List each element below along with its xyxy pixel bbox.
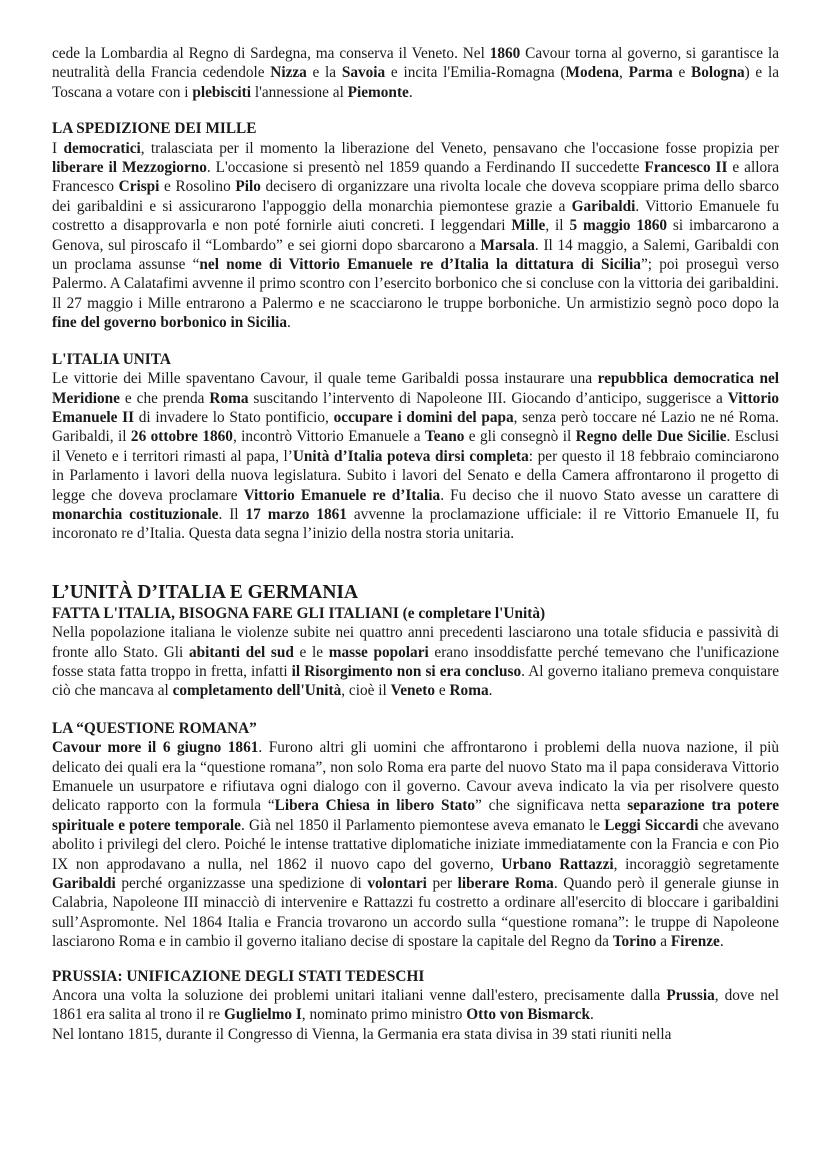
bold-text: Torino bbox=[612, 933, 657, 951]
bold-text: Pilo bbox=[235, 178, 261, 196]
text-run: e allora Francesco bbox=[52, 159, 779, 196]
text-run: perché organizzasse una spedizione di bbox=[115, 875, 368, 893]
bold-text: Garibaldi bbox=[52, 875, 116, 893]
text-run: decisero di organizzare una rivolta locale che doveva scoppiare prima dello sbarco dei garibaldini e si assicurarono l'appoggio della monarchia piemontese grazie a bbox=[52, 178, 779, 215]
bold-text: 5 maggio 1860 bbox=[569, 217, 668, 235]
text-run: . bbox=[719, 933, 724, 951]
bold-text: Modena bbox=[565, 64, 620, 82]
bold-text: Mille bbox=[511, 217, 546, 235]
text-run: , senza però toccare né Lazio ne né Roma. Garibaldi, il bbox=[52, 408, 779, 446]
text-run: ”; poi proseguì verso Palermo. A Calatafimi avvenne il primo scontro con l’esercito borbonico che si concluse con la vittoria dei garibaldini. Il 27 maggio i Mille entrarono a Palermo e ne scacciarono le truppe borboniche. Un armistizio segnò poco dopo la bbox=[52, 256, 780, 312]
bold-text: Francesco II bbox=[644, 159, 728, 177]
paragraph-spedizione-mille bbox=[52, 139, 779, 333]
text-run: , dove nel 1861 era salita al trono il re bbox=[52, 987, 779, 1024]
text-run: e Rosolino bbox=[159, 178, 236, 196]
text-run: erano insoddisfatte perché temevano che l'unificazione fosse stata fatta troppo in fretta, infatti bbox=[52, 643, 779, 680]
chapter-title: L’UNITÀ D’ITALIA E GERMANIA bbox=[52, 581, 359, 603]
text-run: : per questo il 18 febbraio cominciarono in Parlamento i lavori della nuova legislatura. Subito i lavori del Senato e della Camera affrontarono il progetto di legge che doveva proclamare bbox=[52, 447, 779, 504]
text-run: a bbox=[656, 933, 671, 951]
text-run: . bbox=[408, 83, 413, 101]
bold-text: masse popolari bbox=[328, 643, 429, 661]
bold-text: occupare i domini del papa bbox=[333, 408, 514, 426]
text-run: . Furono altri gli uomini che affrontarono i problemi della nuova nazione, il più delicato dei quali era la “questione romana”, non solo Roma era parte del nuovo Stato ma il papa considerava Vittorio Emanuele un usurpatore e rifiutava ogni dialogo con il governo. Cavour aveva indicato la via per risolvere questo delicato rapporto con la formula “ bbox=[52, 739, 779, 815]
text-run: . bbox=[287, 314, 291, 332]
bold-text: plebisciti bbox=[192, 83, 252, 101]
text-run: di invadere lo Stato pontificio, bbox=[134, 408, 334, 426]
paragraph-fatta-italia bbox=[52, 623, 779, 701]
text-run: ) e la Toscana a votare con i bbox=[52, 64, 779, 101]
bold-text: nel nome di Vittorio Emanuele re d’Italia la dittatura di Sicilia bbox=[199, 256, 641, 274]
text-run: che avevano abolito i privilegi del clero. Poiché le intense trattative diplomatiche iniziate immediatamente con la Francia e con Pio IX non approdavano a nulla, nel 1862 il nuovo capo del governo, bbox=[52, 816, 779, 873]
bold-text: Roma bbox=[449, 682, 489, 700]
text-run: , nominato primo ministro bbox=[301, 1006, 467, 1024]
bold-text: Urbano Rattazzi bbox=[501, 855, 614, 873]
bold-text: Vittorio Emanuele II bbox=[52, 389, 780, 426]
bold-text: Prussia bbox=[666, 987, 715, 1005]
paragraph-italia-unita bbox=[52, 369, 779, 544]
bold-text: Nizza bbox=[270, 64, 307, 82]
paragraph-prussia bbox=[52, 986, 779, 1025]
bold-text: Garibaldi bbox=[571, 197, 636, 215]
bold-text: Savoia bbox=[341, 64, 386, 82]
bold-text: Vittorio Emanuele re d’Italia bbox=[243, 486, 441, 504]
text-run: , cioè il bbox=[341, 682, 391, 700]
text-run: . bbox=[590, 1006, 594, 1024]
bold-text: completamento dell'Unità bbox=[172, 682, 342, 700]
text-run: , tralasciata per il momento la liberazione del Veneto, pensavano che l'occasione fosse propizia per bbox=[140, 139, 780, 157]
bold-text: Leggi Siccardi bbox=[604, 816, 699, 834]
text-run: cede la Lombardia al Regno di Sardegna, ma conserva il Veneto. Nel bbox=[52, 45, 490, 62]
bold-text: Guglielmo I bbox=[224, 1006, 302, 1024]
text-run: ” che significava netta bbox=[475, 797, 628, 815]
bold-text: Crispi bbox=[118, 178, 160, 196]
text-run: e gli consegnò il bbox=[464, 428, 576, 446]
bold-text: Otto von Bismarck bbox=[466, 1006, 591, 1024]
text-run: Nella popolazione italiana le violenze subite nei quattro anni precedenti lasciarono una totale sfiducia e passività di fronte allo Stato. Gli bbox=[52, 624, 779, 661]
section-heading-spedizione-mille: LA SPEDIZIONE DEI MILLE bbox=[52, 120, 257, 138]
text-run: . Al governo italiano premeva conquistare ciò che mancava al bbox=[52, 662, 779, 700]
text-run: e bbox=[435, 682, 450, 700]
bold-text: Veneto bbox=[390, 682, 436, 700]
text-run: , il bbox=[545, 217, 570, 235]
text-run: e incita l'Emilia-Romagna ( bbox=[385, 64, 566, 82]
bold-text: Marsala bbox=[480, 236, 535, 254]
text-run: . Vittorio Emanuele fu costretto a disapprovarla e non poté fornirle aiuti concreti. I leggendari bbox=[52, 197, 779, 235]
text-run: Le vittorie dei Mille spaventano Cavour, il quale teme Garibaldi possa instaurare una bbox=[52, 370, 598, 388]
section-heading-fatta-italia: FATTA L'ITALIA, BISOGNA FARE GLI ITALIANI (e completare l'Unità) bbox=[52, 604, 546, 622]
section-heading-italia-unita: L'ITALIA UNITA bbox=[52, 350, 171, 368]
bold-text: abitanti del sud bbox=[188, 643, 294, 661]
text-run: e le bbox=[293, 643, 329, 661]
bold-text: Parma bbox=[628, 64, 673, 82]
text-run: . L'occasione si presentò nel 1859 quando a Ferdinando II succedette bbox=[206, 159, 645, 177]
paragraph-plebisciti bbox=[52, 44, 779, 102]
text-run: . Il bbox=[218, 505, 246, 523]
text-run: l'annessione al bbox=[251, 83, 348, 101]
section-heading-questione-romana: LA “QUESTIONE ROMANA” bbox=[52, 719, 257, 737]
bold-text: Unità d’Italia poteva dirsi completa bbox=[292, 447, 529, 465]
bold-text: 17 marzo 1861 bbox=[245, 505, 347, 523]
text-run: . Il 14 maggio, a Salemi, Garibaldi con un proclama assunse “ bbox=[52, 236, 779, 274]
bold-text: Roma bbox=[209, 389, 249, 407]
bold-text: separazione tra potere spirituale e potere temporale bbox=[52, 797, 780, 834]
text-run: . Esclusi il Veneto e i territori rimasti al papa, l’ bbox=[52, 428, 779, 465]
bold-text: Piemonte bbox=[347, 83, 409, 101]
text-run: e che prenda bbox=[119, 389, 210, 407]
text-run: e bbox=[672, 64, 692, 82]
text-run: Cavour torna al governo, si garantisce la neutralità della Francia cedendole bbox=[52, 45, 779, 82]
bold-text: democratici bbox=[63, 139, 141, 157]
text-run: , bbox=[619, 64, 629, 82]
text-run: , incoraggiò segretamente bbox=[613, 855, 779, 873]
text-run: . Quando però il generale giunse in Calabria, Napoleone III minacciò di intervenire e Rattazzi fu costretto a ordinare all'esercito di bloccare i garibaldini sull’Aspromonte. Nel 1864 Italia e Francia trovarono un accordo sulla “questione romana”: le truppe di Napoleone lasciarono Roma e in cambio il governo italiano decise di spostare la capitale del Regno da bbox=[52, 875, 780, 951]
bold-text: il Risorgimento non si era concluso bbox=[291, 662, 522, 680]
bold-text: 1860 bbox=[489, 45, 521, 62]
paragraph-congresso-vienna bbox=[52, 1025, 779, 1044]
text-run: per bbox=[426, 875, 458, 893]
text-run: , incontrò Vittorio Emanuele a bbox=[232, 428, 425, 446]
bold-text: repubblica democratica nel Meridione bbox=[52, 370, 779, 407]
bold-text: Libera Chiesa in libero Stato bbox=[274, 797, 476, 815]
text-run: . bbox=[488, 682, 493, 700]
bold-text: Teano bbox=[424, 428, 465, 446]
bold-text: 26 ottobre 1860 bbox=[130, 428, 233, 446]
text-run: . Fu deciso che il nuovo Stato avesse un carattere di bbox=[440, 486, 779, 504]
bold-text: liberare il Mezzogiorno bbox=[52, 159, 207, 177]
bold-text: Regno delle Due Sicilie bbox=[575, 428, 727, 446]
bold-text: Cavour more il 6 giugno 1861 bbox=[52, 739, 259, 757]
text-run: Nel lontano 1815, durante il Congresso di Vienna, la Germania era stata divisa in 39 stati riuniti nella bbox=[52, 1025, 672, 1043]
bold-text: liberare Roma bbox=[457, 875, 554, 893]
bold-text: fine del governo borbonico in Sicilia bbox=[52, 314, 287, 332]
bold-text: volontari bbox=[367, 875, 427, 893]
text-run: avvenne la proclamazione ufficiale: il re Vittorio Emanuele II, fu incoronato re d’Italia. Questa data segna l’inizio della nostra storia unitaria. bbox=[52, 505, 779, 543]
text-run: I bbox=[52, 139, 64, 157]
bold-text: monarchia costituzionale bbox=[52, 505, 219, 523]
paragraph-questione-romana bbox=[52, 738, 779, 951]
bold-text: Firenze bbox=[670, 933, 720, 951]
text-run: suscitando l’intervento di Napoleone III. Giocando d’anticipo, suggerisce a bbox=[248, 389, 728, 407]
text-run: e la bbox=[306, 64, 342, 82]
text-run: . Già nel 1850 il Parlamento piemontese aveva emanato le bbox=[240, 816, 605, 834]
text-run: Ancora una volta la soluzione dei problemi unitari italiani venne dall'estero, precisamente dalla bbox=[52, 987, 667, 1005]
text-run: si imbarcarono a Genova, sul piroscafo il “Lombardo” e sei giorni dopo sbarcarono a bbox=[52, 217, 779, 254]
section-heading-prussia: PRUSSIA: UNIFICAZIONE DEGLI STATI TEDESCHI bbox=[52, 967, 425, 985]
bold-text: Bologna bbox=[691, 64, 745, 82]
